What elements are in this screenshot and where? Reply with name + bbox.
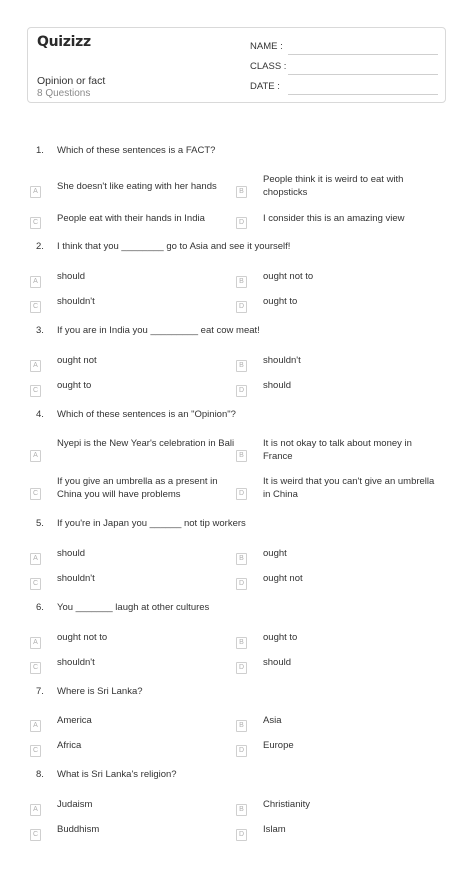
option-text: should	[263, 657, 291, 668]
question-text: Which of these sentences is a FACT?	[57, 145, 216, 156]
option-letter-box[interactable]: D	[236, 662, 247, 674]
option-text: If you give an umbrella as a present in China you will have problems	[57, 476, 218, 500]
option-letter-box[interactable]: C	[30, 488, 41, 500]
name-field[interactable]	[250, 41, 438, 55]
option-text: I consider this is an amazing view	[263, 213, 405, 224]
option-text: It is not okay to talk about money in France	[263, 438, 412, 462]
option-letter-box[interactable]: B	[236, 637, 247, 649]
option-text: shouldn't	[57, 296, 95, 307]
class-field[interactable]	[250, 61, 438, 75]
option-text: should	[263, 380, 291, 391]
option-text: Buddhism	[57, 824, 100, 835]
question-text: If you're in Japan you ______ not tip workers	[57, 518, 246, 529]
option-letter-box[interactable]: A	[30, 186, 41, 198]
question-number: 3.	[36, 325, 44, 336]
question-number: 7.	[36, 686, 44, 697]
option-letter-box[interactable]: A	[30, 720, 41, 732]
option-text: People eat with their hands in India	[57, 213, 205, 224]
class-line	[288, 74, 438, 75]
option-text: should	[57, 271, 85, 282]
option-text: People think it is weird to eat with chopsticks	[263, 174, 404, 198]
option-letter-box[interactable]: B	[236, 553, 247, 565]
option-letter-box[interactable]: B	[236, 450, 247, 462]
question-number: 8.	[36, 769, 44, 780]
option-text: ought	[263, 548, 287, 559]
question-text: You _______ laugh at other cultures	[57, 602, 210, 613]
option-text: shouldn't	[263, 355, 301, 366]
option-letter-box[interactable]: A	[30, 637, 41, 649]
option-letter-box[interactable]: A	[30, 553, 41, 565]
option-letter-box[interactable]: C	[30, 745, 41, 757]
date-label: DATE :	[250, 81, 280, 92]
option-text: shouldn't	[57, 573, 95, 584]
worksheet-title: Opinion or fact	[37, 75, 106, 87]
option-text: Africa	[57, 740, 82, 751]
option-letter-box[interactable]: C	[30, 578, 41, 590]
option-letter-box[interactable]: A	[30, 360, 41, 372]
option-letter-box[interactable]: A	[30, 804, 41, 816]
question-text: Which of these sentences is an "Opinion"?	[57, 409, 236, 420]
option-text: ought not to	[57, 632, 108, 643]
option-letter-box[interactable]: C	[30, 829, 41, 841]
option-letter-box[interactable]: B	[236, 720, 247, 732]
option-text: ought to	[263, 296, 298, 307]
option-letter-box[interactable]: B	[236, 186, 247, 198]
worksheet-header	[27, 27, 446, 103]
name-line	[288, 54, 438, 55]
option-text: ought not to	[263, 271, 314, 282]
option-text: It is weird that you can't give an umbrella in China	[263, 476, 435, 500]
option-text: ought to	[263, 632, 298, 643]
date-field[interactable]	[250, 81, 438, 95]
option-letter-box[interactable]: A	[30, 450, 41, 462]
option-letter-box[interactable]: D	[236, 578, 247, 590]
option-letter-box[interactable]: C	[30, 385, 41, 397]
option-letter-box[interactable]: D	[236, 301, 247, 313]
option-letter-box[interactable]: D	[236, 385, 247, 397]
question-text: What is Sri Lanka's religion?	[57, 769, 177, 780]
question-text: Where is Sri Lanka?	[57, 686, 143, 697]
option-letter-box[interactable]: B	[236, 276, 247, 288]
option-text: Islam	[263, 824, 286, 835]
question-text: If you are in India you _________ eat cow meat!	[57, 325, 260, 336]
option-text: ought to	[57, 380, 92, 391]
question-count: 8 Questions	[37, 88, 91, 99]
option-text: shouldn't	[57, 657, 95, 668]
option-text: ought not	[263, 573, 303, 584]
option-text: Asia	[263, 715, 282, 726]
class-label: CLASS :	[250, 61, 287, 72]
option-text: Nyepi is the New Year's celebration in Bali	[57, 438, 235, 449]
quizizz-logo: Quizizz	[37, 34, 91, 50]
option-text: She doesn't like eating with her hands	[57, 181, 217, 192]
option-letter-box[interactable]: D	[236, 217, 247, 229]
option-letter-box[interactable]: D	[236, 829, 247, 841]
option-letter-box[interactable]: D	[236, 745, 247, 757]
name-label: NAME :	[250, 41, 283, 52]
option-letter-box[interactable]: C	[30, 662, 41, 674]
question-number: 4.	[36, 409, 44, 420]
question-number: 1.	[36, 145, 44, 156]
option-text: should	[57, 548, 85, 559]
option-letter-box[interactable]: D	[236, 488, 247, 500]
question-number: 5.	[36, 518, 44, 529]
date-line	[288, 94, 438, 95]
question-number: 2.	[36, 241, 44, 252]
option-text: Christianity	[263, 799, 310, 810]
option-letter-box[interactable]: B	[236, 804, 247, 816]
option-letter-box[interactable]: C	[30, 301, 41, 313]
option-text: America	[57, 715, 92, 726]
option-letter-box[interactable]: B	[236, 360, 247, 372]
option-letter-box[interactable]: A	[30, 276, 41, 288]
option-text: ought not	[57, 355, 97, 366]
option-letter-box[interactable]: C	[30, 217, 41, 229]
option-text: Europe	[263, 740, 294, 751]
option-text: Judaism	[57, 799, 93, 810]
question-number: 6.	[36, 602, 44, 613]
question-text: I think that you ________ go to Asia and see it yourself!	[57, 241, 291, 252]
